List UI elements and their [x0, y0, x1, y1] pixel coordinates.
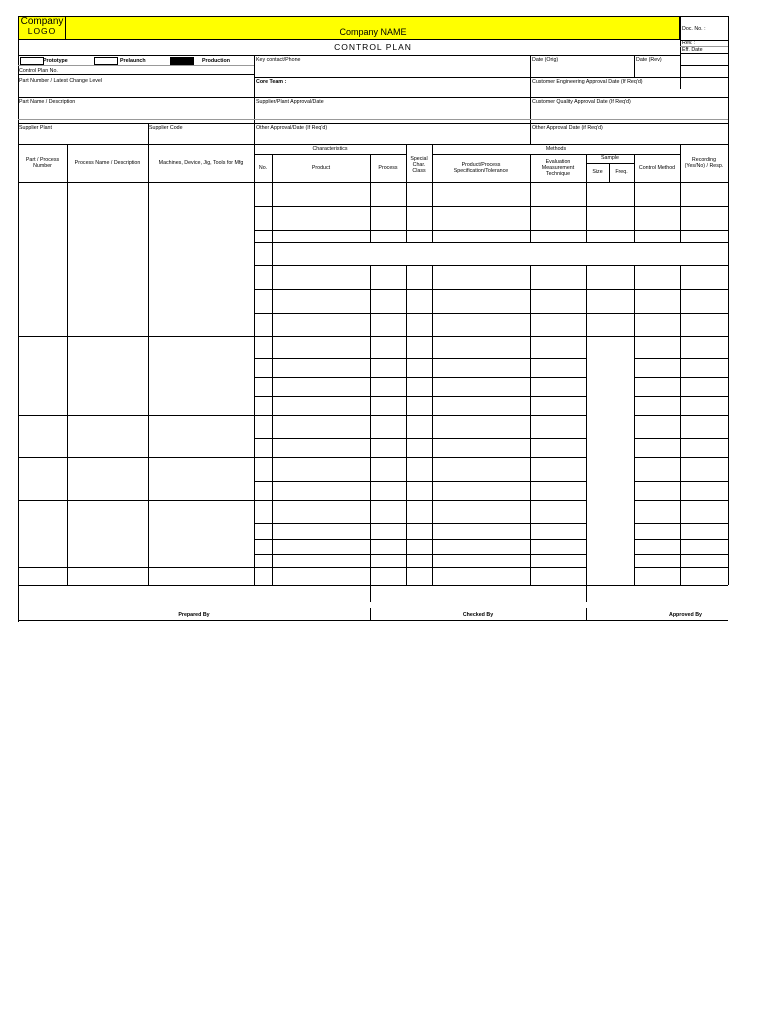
cust-eng-approval-label: Customer Engineering Approval Date (If Req'd)	[532, 79, 643, 85]
col-special-char: Special Char. Class	[410, 155, 428, 175]
logo-text-line2: LOGO	[27, 26, 57, 36]
production-checkbox[interactable]	[170, 57, 194, 65]
col-product: Product	[311, 164, 331, 171]
part-name-label: Part Name / Description	[19, 99, 76, 105]
date-rev-label: Date (Rev)	[636, 57, 662, 63]
core-team-label: Core Team :	[256, 79, 287, 85]
col-machines: Machines, Device, Jig, Tools for Mfg	[158, 159, 244, 166]
prelaunch-checkbox[interactable]	[94, 57, 118, 65]
other-approval-label-2: Other Approval Date (if Req'd)	[532, 125, 603, 131]
col-size: Size	[592, 169, 603, 176]
checked-by-label: Checked By	[462, 612, 494, 618]
document-title: CONTROL PLAN	[334, 42, 412, 52]
col-no: No.	[258, 164, 268, 171]
col-methods: Methods	[545, 145, 567, 152]
col-sample: Sample	[601, 155, 619, 162]
prepared-by-label: Prepared By	[178, 612, 210, 618]
approved-by-label: Approved By	[669, 612, 702, 618]
col-part-process-number: Part / Process Number	[25, 156, 60, 169]
col-recording: Recording (Yes/No) / Resp.	[684, 156, 724, 169]
date-orig-label: Date (Orig)	[532, 57, 559, 63]
logo-text-line1: Company	[20, 16, 64, 27]
col-freq: Freq.	[615, 169, 628, 176]
supplier-plant-label: Supplier Plant	[19, 125, 52, 131]
control-plan-no-label: Control Plan No.	[19, 68, 58, 74]
prototype-checkbox[interactable]	[20, 57, 44, 65]
rev-label: Rev. :	[682, 40, 696, 46]
col-evaluation: Evaluation Measurement Technique	[541, 158, 575, 178]
other-approval-label-1: Other Approval/Date (If Req'd)	[256, 125, 328, 131]
company-name: Company NAME	[339, 27, 407, 37]
part-number-label: Part Number / Latest Change Level	[19, 78, 103, 84]
control-plan-sheet	[18, 16, 728, 622]
col-control-method: Control Method	[638, 164, 676, 171]
prototype-label: Prototype	[43, 58, 68, 64]
supplier-approval-label: Supplier/Plant Approval/Date	[256, 99, 324, 105]
col-process: Process	[378, 164, 398, 171]
prelaunch-label: Prelaunch	[120, 58, 146, 64]
key-contact-label: Key contact/Phone	[256, 57, 301, 63]
cust-quality-approval-label: Customer Quality Approval Date (If Req'd)	[532, 99, 631, 105]
col-spec-tolerance: Product/Process Specification/Tolerance	[453, 161, 509, 174]
eff-date-label: Eff. Date	[682, 47, 703, 53]
supplier-code-label: Supplier Code	[149, 125, 183, 131]
col-process-name: Process Name / Description	[74, 159, 141, 166]
production-label: Production	[202, 58, 230, 64]
doc-no-label: Doc. No. :	[682, 26, 706, 32]
col-characteristics: Characteristics	[312, 145, 348, 152]
